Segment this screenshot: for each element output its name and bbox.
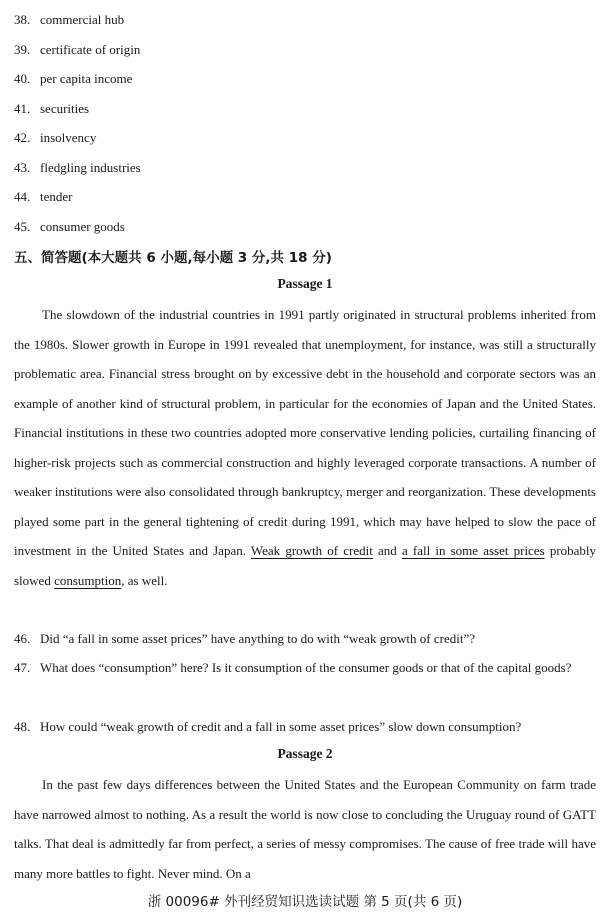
term-number: 41. — [14, 101, 31, 116]
term-number: 42. — [14, 130, 31, 145]
term-number: 40. — [14, 71, 31, 86]
term-item — [14, 41, 140, 59]
question-number: 47. — [14, 660, 31, 675]
term-text: certificate of origin — [40, 42, 141, 57]
underlined-phrase-credit: Weak growth of credit — [250, 543, 373, 558]
question-text: How could “weak growth of credit and a fall in some asset prices” slow down consumption? — [40, 719, 522, 734]
term-item — [14, 129, 96, 147]
term-number: 43. — [14, 160, 31, 175]
term-item — [14, 11, 124, 29]
conjunction: and — [378, 543, 397, 558]
term-text: insolvency — [40, 130, 97, 145]
term-item — [14, 159, 141, 177]
term-item — [14, 188, 72, 206]
passage-1-text — [14, 300, 596, 595]
term-number: 38. — [14, 12, 31, 27]
passage-1-end: , as well. — [121, 572, 168, 588]
term-item — [14, 70, 132, 88]
term-text: fledgling industries — [40, 160, 141, 175]
underlined-word-consumption: consumption — [54, 572, 122, 588]
question-text: Did “a fall in some asset prices” have anything to do with “weak growth of credit”? — [40, 631, 475, 646]
question-item — [14, 653, 599, 683]
term-number: 39. — [14, 42, 31, 57]
section-heading: 五、简答题(本大题共 6 小题,每小题 3 分,共 18 分) — [14, 250, 332, 266]
passage-2-title: Passage 2 — [277, 746, 333, 761]
question-number: 46. — [14, 631, 31, 646]
term-number: 45. — [14, 219, 31, 234]
passage-1-title: Passage 1 — [277, 276, 333, 291]
term-item — [14, 100, 89, 118]
term-item — [14, 218, 125, 236]
term-number: 44. — [14, 189, 31, 204]
term-text: per capita income — [40, 71, 133, 86]
page-footer: 浙 00096# 外刊经贸知识选读试题 第 5 页(共 6 页) — [147, 894, 463, 910]
question-item — [14, 712, 599, 742]
passage-1-middle: probably slowed — [14, 543, 597, 588]
question-text: What does “consumption” here? Is it consumption of the consumer goods or that of the capital goods? — [40, 660, 572, 675]
passage-2-text: In the past few days differences between the United States and the European Community on farm trade have narrowed almost to nothing. As a result the world is now close to concluding the Uruguay round of GATT talks. That deal is admittedly far from perfect, a series of messy compromises. The cause of free trade will have many more battles to fight. Never mind. On a — [14, 777, 596, 881]
term-text: tender — [40, 189, 73, 204]
term-text: securities — [40, 101, 90, 116]
term-text: commercial hub — [40, 12, 125, 27]
question-number: 48. — [14, 719, 31, 734]
term-text: consumer goods — [40, 219, 125, 234]
passage-1-body: The slowdown of the industrial countries in 1991 partly originated in structural problems inherited from the 1980s. Slower growth in Europe in 1991 revealed that unemployment, for instance, was still a structurally problematic area. Financial stress brought on by excessive debt in the household and corporate sectors was an example of another kind of structural problem, in particular for the economies of Japan and the United States. Financial institutions in these two countries adopted more conservative lending policies, curtailing financing of higher-risk projects such as commercial construction and highly leveraged corporate transactions. A number of weaker institutions were also consolidated through bankruptcy, merger and reorganization. These developments played some part in the general tightening of credit during 1991, which may have helped to slow the pace of investment in the United States and Japan. — [14, 307, 596, 558]
underlined-phrase-asset-prices: a fall in some asset prices — [401, 543, 545, 558]
question-item — [14, 624, 599, 654]
